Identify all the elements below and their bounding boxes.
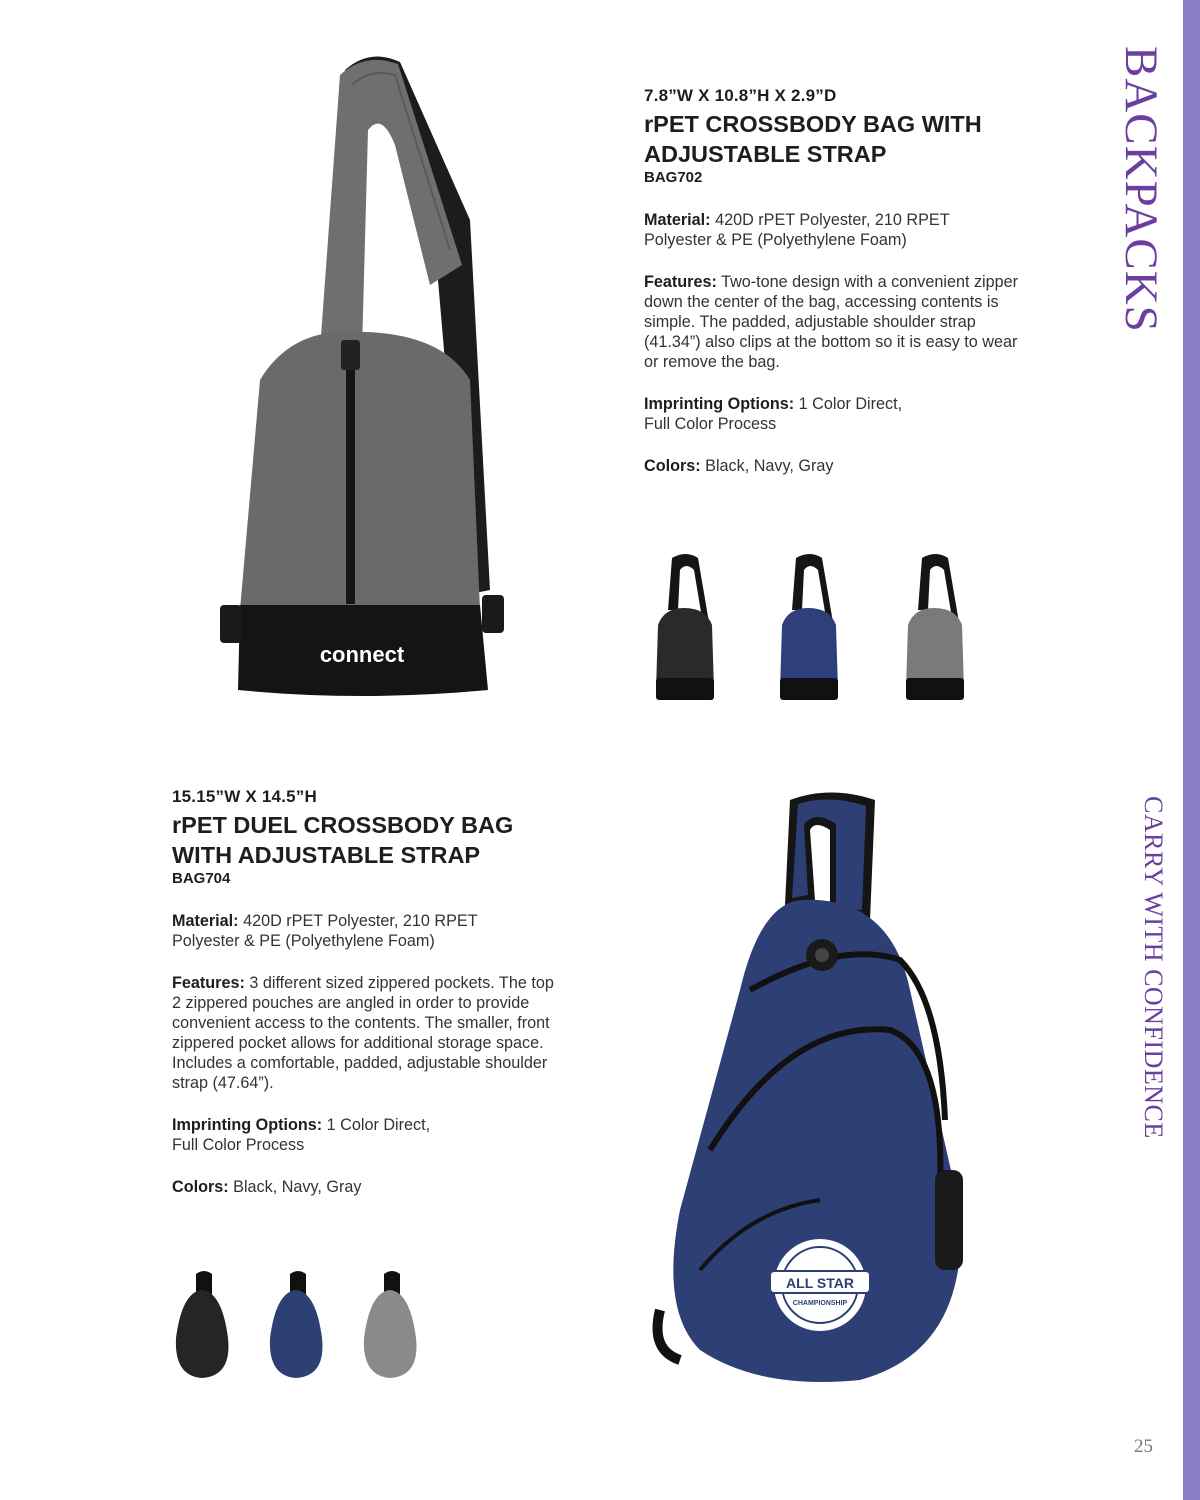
material-spec: [172, 911, 557, 951]
product-title: rPET CROSSBODY BAG WITH ADJUSTABLE STRAP: [644, 111, 982, 167]
swatch-navy-bag: [774, 550, 846, 705]
material-text: 420D rPET Polyester, 210 RPET: [715, 211, 950, 229]
bag702-brand-logo: connect: [319, 642, 405, 667]
imprint-label: Imprinting Options:: [172, 1116, 323, 1134]
colors-label: Colors:: [644, 457, 701, 475]
imprint-text-line2: Full Color Process: [172, 1136, 305, 1154]
product-sku: BAG704: [172, 870, 231, 887]
material-text-line2: Polyester & PE (Polyethylene Foam): [172, 932, 435, 950]
imprint-spec: [644, 394, 1029, 434]
material-spec: [644, 210, 1029, 250]
colors-spec: [172, 1177, 557, 1197]
product-sku: BAG702: [644, 169, 703, 186]
features-label: Features:: [644, 273, 717, 291]
swatch-gray-bag: [358, 1268, 422, 1383]
product-image-bag704: [640, 790, 980, 1390]
product-bag704-details: [172, 787, 572, 1197]
features-text: 3 different sized zippered pockets. The top 2 zippered pouches are angled in order to provide convenient access to the contents. The smaller, front zippered pocket allows for additional storage space. Includes a comfortable, padded, adjustable shoulder strap (47.64”).: [172, 974, 554, 1092]
sidebar-accent-bar: [1183, 0, 1200, 1500]
colors-text: Black, Navy, Gray: [233, 1178, 362, 1196]
imprint-text: 1 Color Direct,: [326, 1116, 431, 1134]
material-label: Material:: [172, 912, 239, 930]
features-spec: [644, 272, 1029, 372]
product-dimensions: 15.15”W X 14.5”H: [172, 787, 317, 806]
colors-label: Colors:: [172, 1178, 229, 1196]
page-number: 25: [1134, 1436, 1153, 1457]
product-title: rPET DUEL CROSSBODY BAG WITH ADJUSTABLE STRAP: [172, 812, 514, 868]
swatch-gray-bag: [900, 550, 972, 705]
imprint-text-line2: Full Color Process: [644, 415, 777, 433]
product-dimensions: 7.8”W X 10.8”H X 2.9”D: [644, 86, 837, 105]
bag704-logo-subtitle: CHAMPIONSHIP: [792, 1300, 848, 1307]
features-label: Features:: [172, 974, 245, 992]
imprint-label: Imprinting Options:: [644, 395, 795, 413]
swatch-black-bag: [170, 1268, 234, 1383]
product-bag702-details: [644, 86, 1044, 476]
product-image-bag702: [200, 50, 520, 710]
bag704-logo-title: ALL STAR: [786, 1275, 854, 1291]
material-label: Material:: [644, 211, 711, 229]
features-spec: [172, 973, 557, 1093]
section-tagline: CARRY WITH CONFIDENCE: [1139, 796, 1168, 1139]
colors-text: Black, Navy, Gray: [705, 457, 834, 475]
colors-spec: [644, 456, 1029, 476]
imprint-text: 1 Color Direct,: [798, 395, 903, 413]
section-title: BACKPACKS: [1115, 46, 1167, 333]
material-text-line2: Polyester & PE (Polyethylene Foam): [644, 231, 907, 249]
swatch-navy-bag: [264, 1268, 328, 1383]
material-text: 420D rPET Polyester, 210 RPET: [243, 912, 478, 930]
imprint-spec: [172, 1115, 557, 1155]
features-text: Two-tone design with a convenient zipper down the center of the bag, accessing contents is simple. The padded, adjustable shoulder strap (41.34”) also clips at the bottom so it is easy to wear or remove the bag.: [644, 273, 1019, 371]
swatch-black-bag: [650, 550, 722, 705]
